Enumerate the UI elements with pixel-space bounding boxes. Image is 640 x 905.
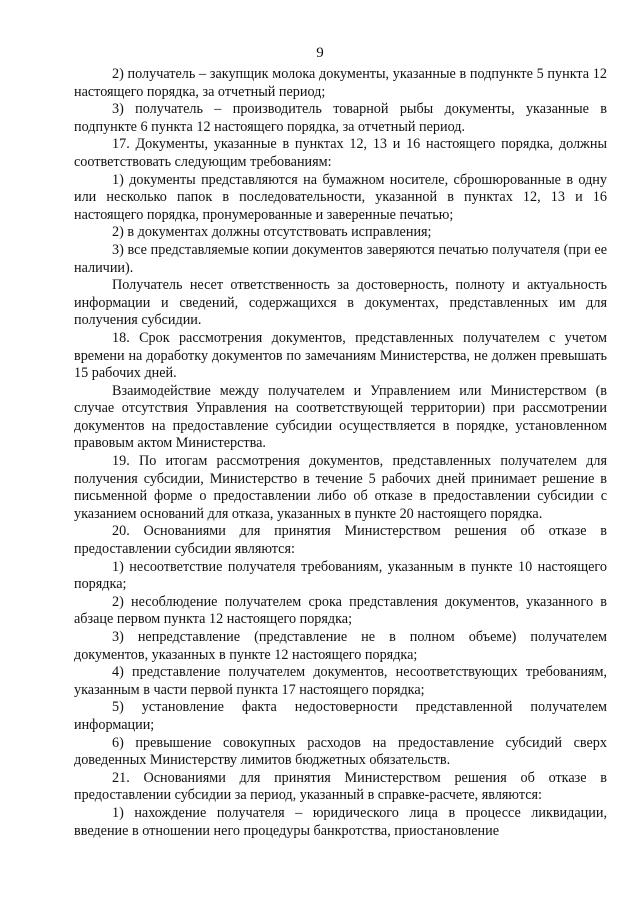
paragraph-20-item-5: 5) установление факта недостоверности представленной получателем информации;	[74, 699, 607, 733]
paragraph-21-intro: 21. Основаниями для принятия Министерством решения об отказе в предоставлении субсидии за период, указанный в справке-расчете, являются:	[74, 769, 607, 804]
paragraph-17-item-1: 1) документы представляются на бумажном носителе, сброшюрованные в одну или несколько папок в последовательности, указанной в пунктах 12, 13 и 16 настоящего порядка, пронумерованные и заверенные печатью;	[74, 171, 607, 223]
paragraph-17-item-2: 2) в документах должны отсутствовать исправления;	[112, 224, 432, 241]
paragraph-18: 18. Срок рассмотрения документов, представленных получателем с учетом времени на доработку документов по замечаниям Министерства, не должен превышать 15 рабочих дней.	[74, 329, 607, 382]
paragraph-responsibility: Получатель несет ответственность за достоверность, полноту и актуальность информации и сведений, содержащихся в документах, представленных им для получения субсидии.	[74, 277, 607, 329]
paragraph-17-intro: 17. Документы, указанные в пунктах 12, 13 и 16 настоящего порядка, должны соответствовать следующим требованиям:	[74, 136, 607, 170]
paragraph-20-item-6: 6) превышение совокупных расходов на предоставление субсидий сверх доведенных Министерству лимитов бюджетных обязательств.	[74, 734, 607, 769]
paragraph-21-item-1: 1) нахождение получателя – юридического лица в процессе ликвидации, введение в отношении него процедуры банкротства, приостановление	[74, 804, 607, 839]
paragraph-20-item-3: 3) непредставление (представление не в полном объеме) получателем документов, указанных в пункте 12 настоящего порядка;	[74, 629, 607, 663]
paragraph-19: 19. По итогам рассмотрения документов, представленных получателем для получения субсидии, Министерство в течение 5 рабочих дней принимает решение в письменной форме о предоставлении либо об отказе в предоставлении субсидии с указанием оснований для отказа, указанных в пункте 20 настоящего порядка.	[74, 453, 607, 522]
paragraph-item-2-milk-purchaser: 2) получатель – закупщик молока документы, указанные в подпункте 5 пункта 12 настоящего порядка, за отчетный период;	[74, 66, 607, 100]
document-body	[74, 66, 607, 840]
paragraph-20-intro: 20. Основаниями для принятия Министерством решения об отказе в предоставлении субсидии являются:	[74, 523, 607, 558]
page-number: 9	[316, 45, 324, 61]
paragraph-item-3-fish-producer: 3) получатель – производитель товарной рыбы документы, указанные в подпункте 6 пункта 12 настоящего порядка, за отчетный период.	[74, 101, 607, 135]
paragraph-20-item-1: 1) несоответствие получателя требованиям, указанным в пункте 10 настоящего порядка;	[74, 558, 607, 593]
paragraph-17-item-3: 3) все представляемые копии документов заверяются печатью получателя (при ее наличии).	[74, 241, 607, 276]
paragraph-20-item-2: 2) несоблюдение получателем срока представления документов, указанного в абзаце первом пункта 12 настоящего порядка;	[74, 593, 607, 628]
paragraph-20-item-4: 4) представление получателем документов, несоответствующих требованиям, указанным в части первой пункта 17 настоящего порядка;	[74, 664, 607, 698]
paragraph-interaction: Взаимодействие между получателем и Управлением или Министерством (в случае отсутствия Управления на соответствующей территории) при рассмотрении документов на предоставление субсидии осуществляется в порядке, установленном правовым актом Министерства.	[74, 382, 607, 452]
